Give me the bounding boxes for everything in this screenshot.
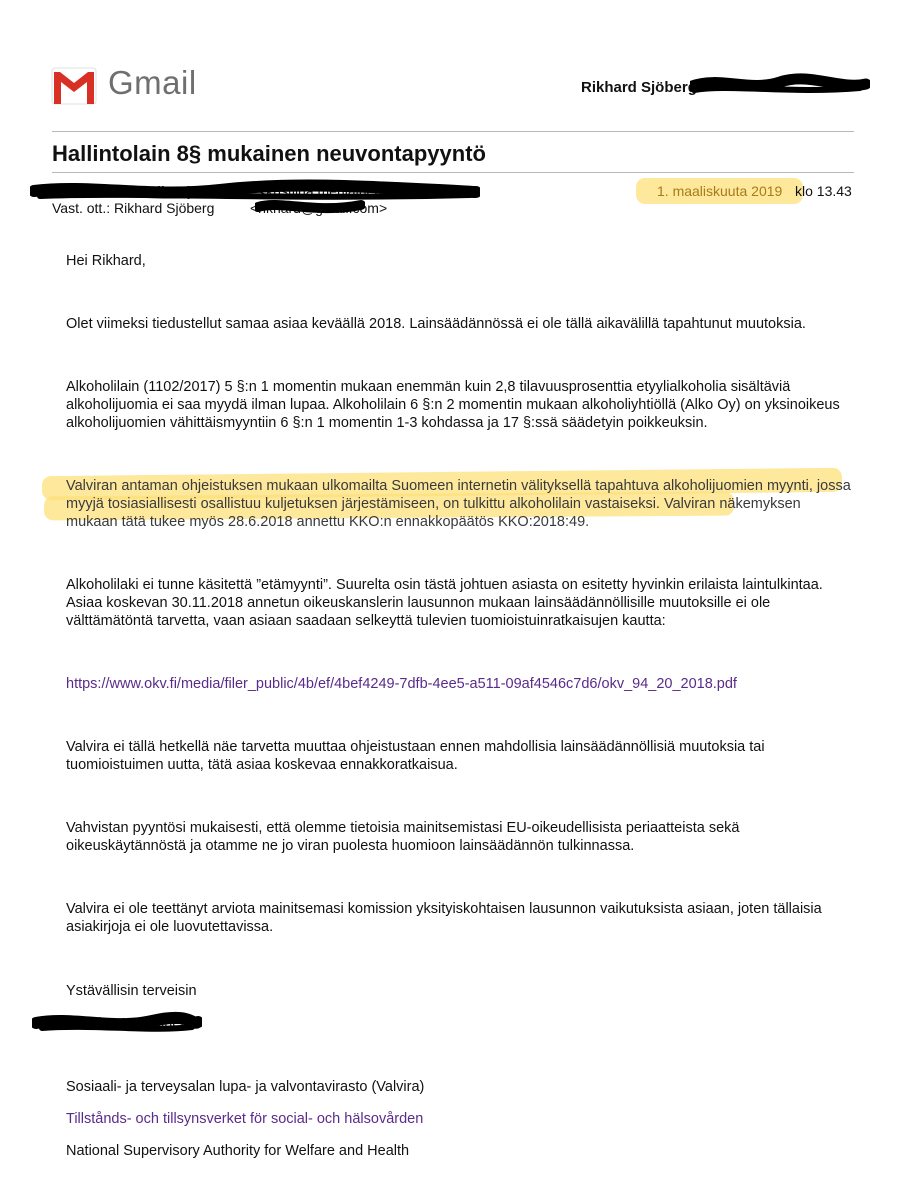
paragraph: Valvira ei ole teettänyt arviota mainitsemasi komission yksityiskohtaisen lausunnon vaikutuksista asiaan, joten tällaisia asiakirjoja ei ole luovutettavissa. bbox=[66, 901, 822, 935]
sender-email: <kristiina.merilainen@valvira.fi> bbox=[258, 183, 456, 199]
signer-name: Kristiina Meriläinen bbox=[66, 1016, 189, 1032]
divider bbox=[52, 172, 854, 173]
closing: Ystävällisin terveisin bbox=[66, 983, 197, 999]
message-time: klo 13.43 bbox=[795, 183, 852, 199]
paragraph: Olet viimeksi tiedustellut samaa asiaa keväällä 2018. Lainsäädännössä ei ole tällä aikavälillä tapahtunut muutoksia. bbox=[66, 316, 806, 332]
paragraph-highlighted bbox=[66, 477, 856, 531]
recipient-email: <rikhard@gmail.com> bbox=[250, 200, 388, 216]
divider bbox=[52, 131, 854, 132]
paragraph: Vahvistan pyyntösi mukaisesti, että olemme tietoisia mainitsemistasi EU-oikeudellisista periaatteista sekä oikeuskäytännöstä ja otamme ne jo viran puolesta huomioon lainsäädännön tulkinnassa. bbox=[66, 820, 740, 854]
greeting: Hei Rikhard, bbox=[66, 253, 146, 269]
org-name-sv: Tillstånds- och tillsynsverket för social- och hälsovården bbox=[66, 1111, 424, 1127]
paragraph-continuation: Valviran näkemyksen mukaan tätä tukee myös 28.6.2018 annettu KKO:n ennakkopäätös KKO:2018:49. bbox=[66, 496, 801, 530]
redaction-scribble bbox=[32, 1010, 202, 1036]
paragraph: Valvira ei tällä hetkellä näe tarvetta muuttaa ohjeistustaan ennen mahdollisia lainsäädännöllisiä muutoksia tai tuomioistuimen uutta, tätä asiaa koskevaa ennakkoratkaisua. bbox=[66, 739, 765, 773]
account-name: Rikhard Sjöberg bbox=[581, 79, 697, 96]
gmail-wordmark: Gmail bbox=[108, 64, 197, 101]
highlighted-text: Valviran antaman ohjeistuksen mukaan ulkomailta Suomeen internetin välityksellä tapahtuva alkoholijuomien myynti, jossa myyjä tosiasiallisesti osallistuu kuljetuksen järjestämiseen, on tulkittu alkoholilain vastaiseksi. bbox=[66, 478, 851, 512]
recipient-label: Vast. ott.: Rikhard Sjöberg bbox=[52, 200, 215, 216]
sender-name: Meriläinen Kristiina (Valvira) bbox=[52, 183, 240, 199]
message-date: 1. maaliskuuta 2019 bbox=[657, 183, 783, 199]
gmail-logo-icon bbox=[50, 66, 98, 106]
paragraph: Alkoholilain (1102/2017) 5 §:n 1 momentin mukaan enemmän kuin 2,8 tilavuusprosenttia etyylialkoholia sisältäviä alkoholijuomia ei saa myydä ilman lupaa. Alkoholilain 6 §:n 2 momentin mukaan alkoholiyhtiöllä (Alko Oy) on yksinoikeus alkoholijuomien vähittäismyyntiin 6 §:n 1 momentin 1-3 kohdassa ja 17 §:ssä säädetyin poikkeuksin. bbox=[66, 379, 840, 431]
paragraph: Alkoholilaki ei tunne käsitettä ”etämyynti”. Suurelta osin tästä johtuen asiasta on esitetty hyvinkin erilaista laintulkintaa. Asiaa koskevan 30.11.2018 annetun oikeuskanslerin lausunnon mukaan lainsäädännöllisille muutoksille ei ole välttämätöntä tarvetta, vaan asiaan saadaan selkeyttä tulevien tuomioistuinratkaisujen kautta: bbox=[66, 577, 823, 629]
okv-pdf-link[interactable]: https://www.okv.fi/media/filer_public/4b/ef/4bef4249-7dfb-4ee5-a511-09af4546c7d6/okv_94_20_2018.pdf bbox=[66, 676, 737, 692]
redaction-scribble bbox=[255, 196, 365, 218]
email-subject: Hallintolain 8§ mukainen neuvontapyyntö bbox=[52, 141, 486, 166]
redaction-scribble bbox=[690, 72, 870, 98]
org-name-en: National Supervisory Authority for Welfare and Health bbox=[66, 1143, 410, 1159]
org-name-fi: Sosiaali- ja terveysalan lupa- ja valvontavirasto (Valvira) bbox=[66, 1079, 425, 1095]
